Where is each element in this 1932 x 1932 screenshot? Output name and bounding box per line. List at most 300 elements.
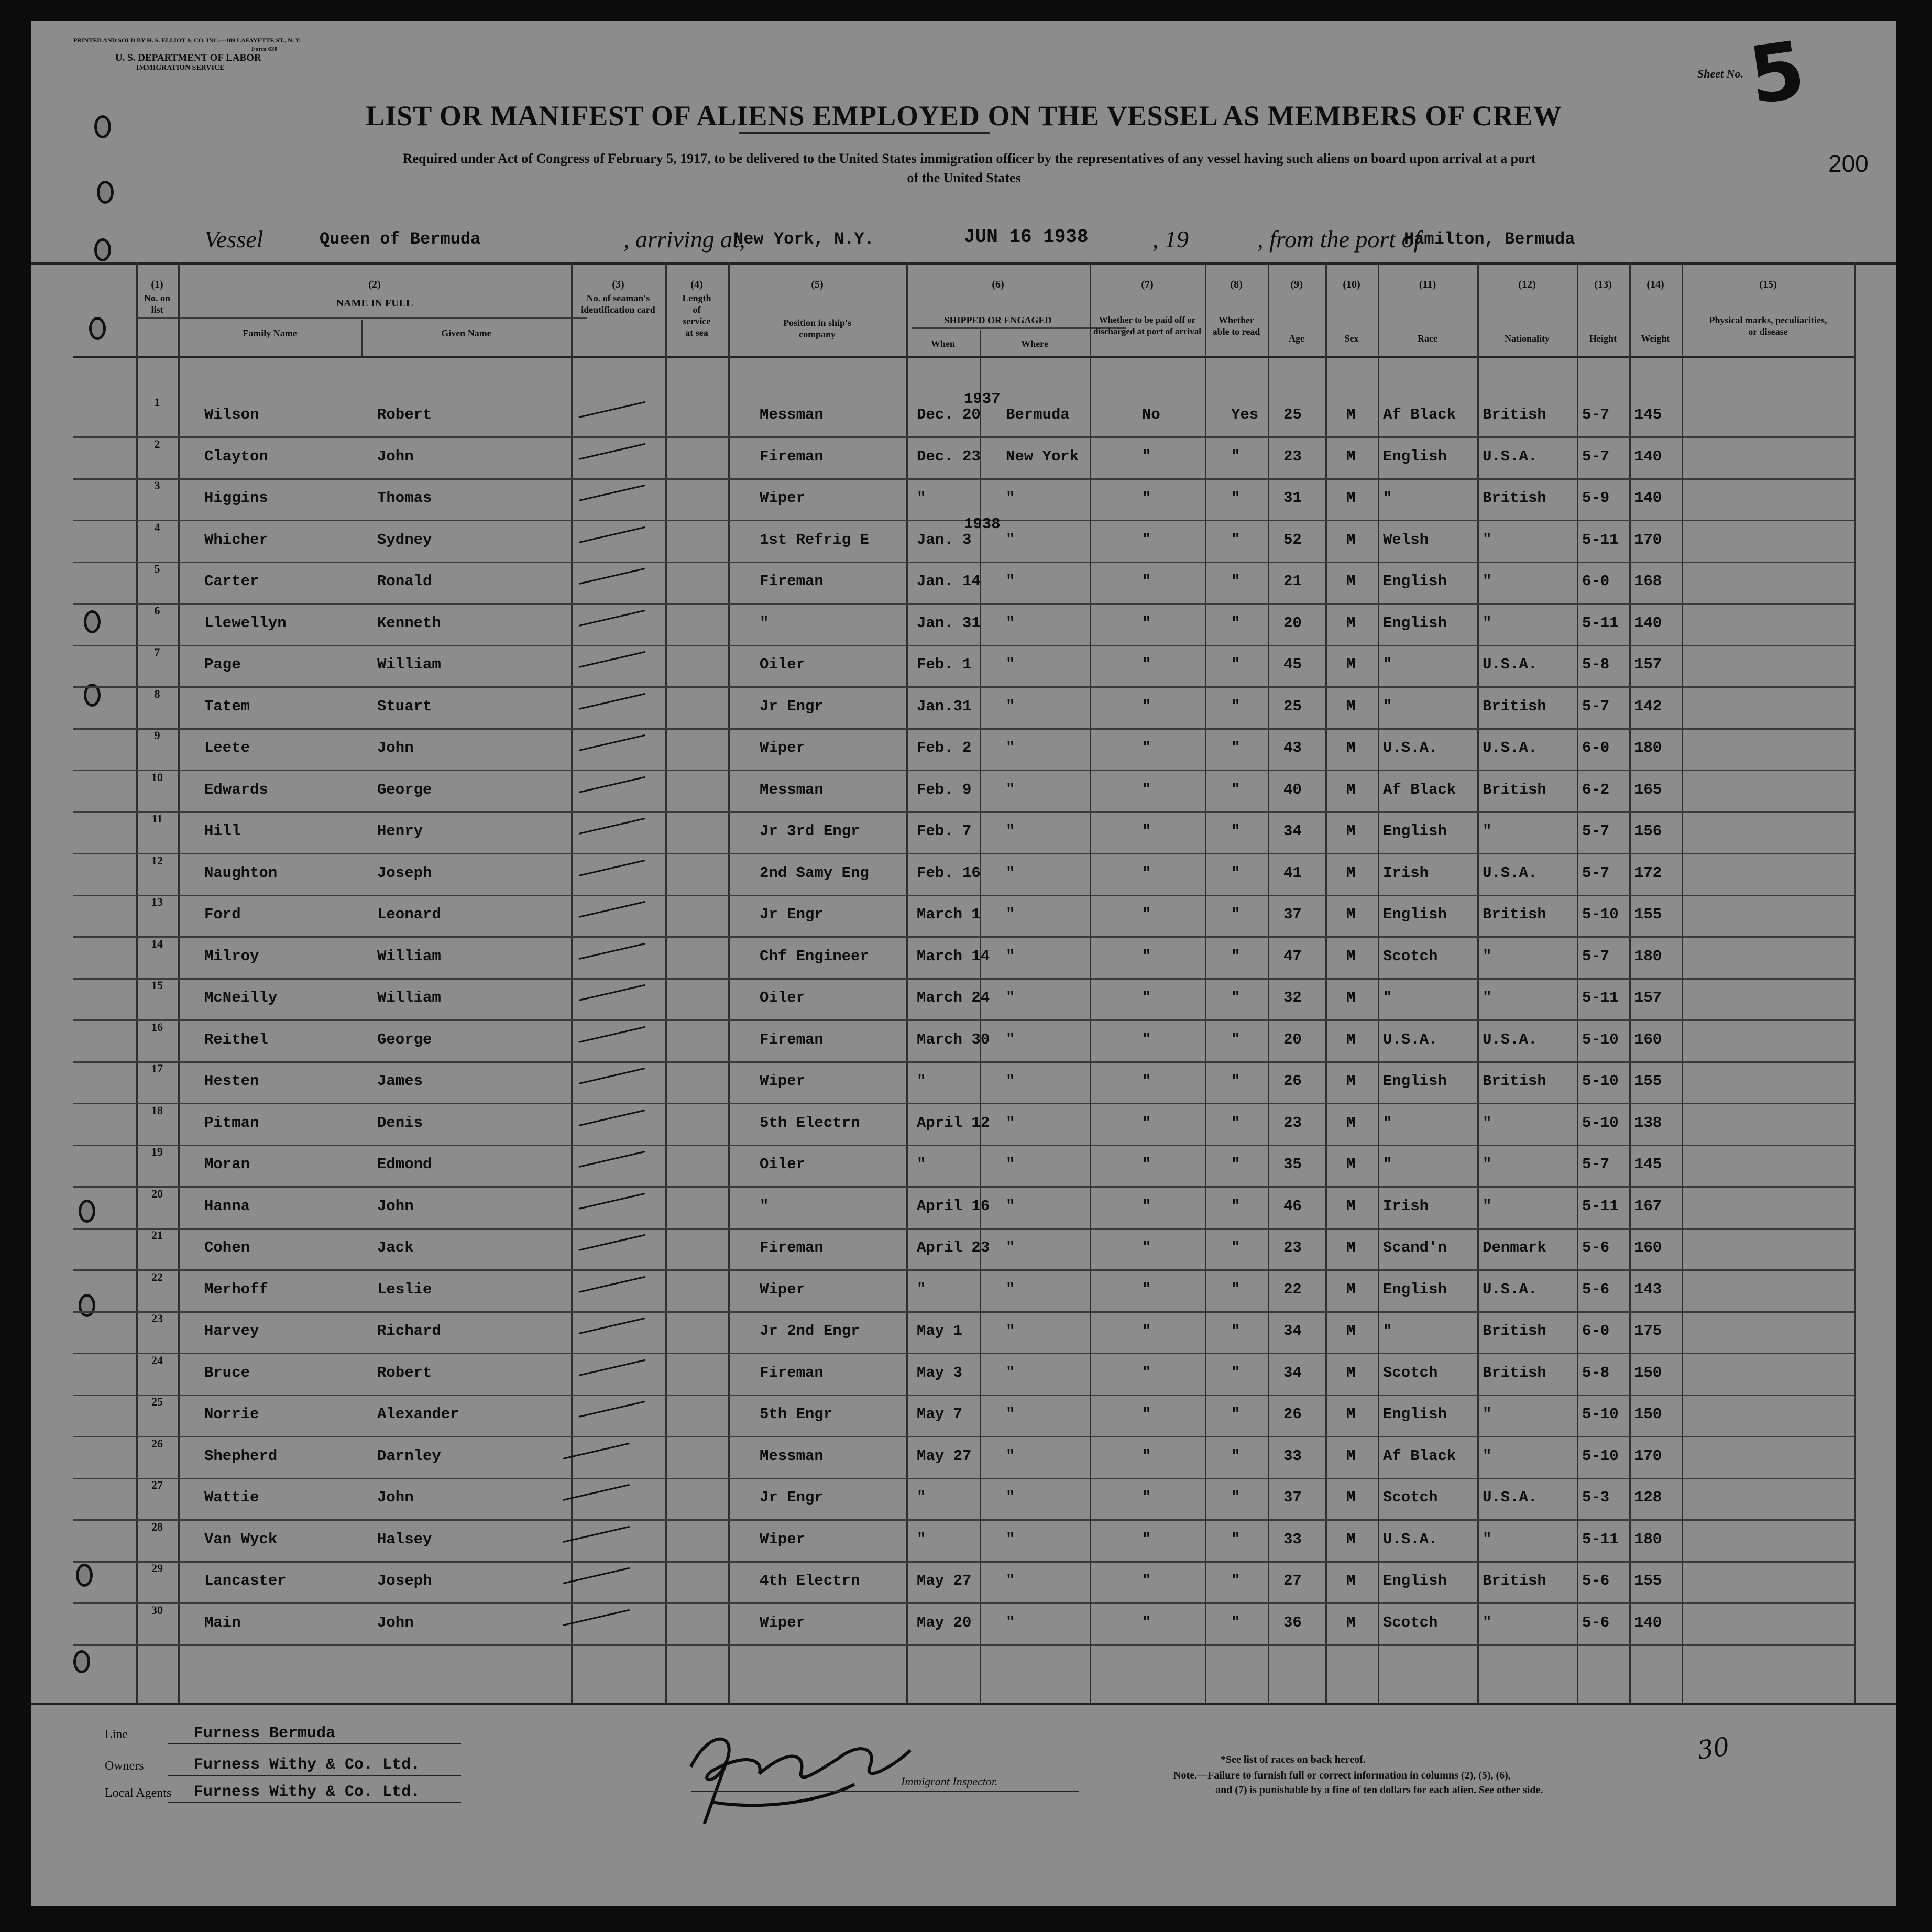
col-6a-header: When xyxy=(930,338,955,349)
cell-given: Kenneth xyxy=(377,614,441,632)
cell-paid: " xyxy=(1142,781,1151,798)
id-card-slash-mark xyxy=(579,651,645,668)
cell-age: 31 xyxy=(1283,489,1302,507)
cell-given: Edmond xyxy=(377,1156,432,1173)
cell-read: " xyxy=(1231,531,1241,548)
cell-read: " xyxy=(1231,989,1241,1006)
cell-age: 20 xyxy=(1283,1030,1302,1048)
cell-read: " xyxy=(1231,1489,1241,1506)
cell-weight: 155 xyxy=(1634,906,1662,923)
cell-race: Af Black xyxy=(1383,781,1456,798)
row-number: 9 xyxy=(154,729,160,742)
cell-nat: " xyxy=(1483,1406,1492,1423)
cell-read: " xyxy=(1231,697,1241,715)
cell-sex: M xyxy=(1346,864,1356,882)
cell-when: March 24 xyxy=(917,989,990,1006)
cell-read: " xyxy=(1231,947,1241,965)
cell-weight: 145 xyxy=(1634,406,1662,423)
cell-when: " xyxy=(917,1072,926,1090)
row-rule xyxy=(73,562,1854,563)
col-divider xyxy=(1854,262,1856,1703)
cell-when: May 27 xyxy=(917,1447,972,1465)
cell-read: " xyxy=(1231,1239,1241,1256)
id-card-slash-mark xyxy=(579,776,645,793)
year-annotation: 1938 xyxy=(964,515,1001,533)
cell-age: 33 xyxy=(1283,1530,1302,1548)
cell-position: Fireman xyxy=(760,447,824,465)
cell-age: 23 xyxy=(1283,1114,1302,1132)
row-number: 20 xyxy=(151,1187,163,1200)
row-number: 19 xyxy=(151,1145,163,1158)
cell-family: Moran xyxy=(204,1156,250,1173)
cell-paid: " xyxy=(1142,1613,1151,1631)
name-subheader-rule xyxy=(136,317,587,319)
row-rule xyxy=(73,1186,1854,1188)
col-8-header: Whether able to read xyxy=(1212,315,1260,337)
cell-weight: 172 xyxy=(1634,864,1662,882)
cell-nat: " xyxy=(1483,822,1492,840)
cell-where: " xyxy=(1006,739,1015,756)
cell-nat: U.S.A. xyxy=(1483,864,1538,882)
cell-race: U.S.A. xyxy=(1383,1030,1438,1048)
cell-race: English xyxy=(1383,573,1447,590)
cell-given: George xyxy=(377,781,432,798)
cell-height: 5-7 xyxy=(1582,864,1610,882)
row-rule xyxy=(73,811,1854,813)
owners-label: Owners xyxy=(105,1759,144,1773)
cell-family: Cohen xyxy=(204,1239,250,1256)
row-number: 7 xyxy=(154,645,160,658)
cell-weight: 140 xyxy=(1634,614,1662,632)
cell-weight: 160 xyxy=(1634,1030,1662,1048)
cell-height: 5-7 xyxy=(1582,406,1610,423)
col-6-number: (6) xyxy=(992,279,1004,290)
col-8-number: (8) xyxy=(1230,279,1243,290)
cell-weight: 150 xyxy=(1634,1364,1662,1381)
cell-position: 4th Electrn xyxy=(760,1572,860,1589)
cell-nat: " xyxy=(1483,1447,1492,1465)
table-bottom-rule xyxy=(31,1703,1896,1705)
cell-position: Oiler xyxy=(760,656,806,673)
id-card-slash-mark xyxy=(579,1276,645,1292)
row-rule xyxy=(73,1602,1854,1604)
cell-age: 46 xyxy=(1283,1197,1302,1215)
cell-family: Wilson xyxy=(204,406,259,423)
cell-age: 33 xyxy=(1283,1447,1302,1465)
cell-family: Whicher xyxy=(204,531,268,548)
cell-position: " xyxy=(760,614,769,632)
cell-height: 5-8 xyxy=(1582,1364,1610,1381)
cell-read: " xyxy=(1231,1197,1241,1215)
cell-where: " xyxy=(1006,864,1015,882)
cell-race: " xyxy=(1383,1114,1392,1132)
cell-race: English xyxy=(1383,906,1447,923)
cell-sex: M xyxy=(1346,1197,1356,1215)
col-14-number: (14) xyxy=(1646,279,1664,290)
cell-where: " xyxy=(1006,781,1015,798)
cell-race: English xyxy=(1383,447,1447,465)
cell-given: Richard xyxy=(377,1322,441,1340)
cell-when: Jan. 31 xyxy=(917,614,981,632)
cell-when: " xyxy=(917,1530,926,1548)
cell-weight: 168 xyxy=(1634,573,1662,590)
row-number: 23 xyxy=(151,1312,163,1325)
cell-nat: " xyxy=(1483,1613,1492,1631)
cell-height: 5-10 xyxy=(1582,1114,1619,1132)
cell-family: Hill xyxy=(204,822,241,840)
cell-given: James xyxy=(377,1072,423,1090)
cell-position: Fireman xyxy=(760,573,824,590)
id-card-slash-mark xyxy=(563,1567,630,1584)
row-rule xyxy=(73,1519,1854,1521)
cell-given: Leonard xyxy=(377,906,441,923)
cell-when: March 14 xyxy=(917,947,990,965)
cell-nat: British xyxy=(1483,489,1546,507)
cell-given: William xyxy=(377,989,441,1006)
col-12-number: (12) xyxy=(1518,279,1536,290)
cell-weight: 180 xyxy=(1634,947,1662,965)
cell-read: " xyxy=(1231,1447,1241,1465)
id-card-slash-mark xyxy=(579,984,645,1001)
cell-given: Joseph xyxy=(377,864,432,882)
cell-weight: 157 xyxy=(1634,656,1662,673)
row-number: 10 xyxy=(151,770,163,784)
row-number: 3 xyxy=(154,479,160,492)
cell-where: " xyxy=(1006,822,1015,840)
cell-sex: M xyxy=(1346,1613,1356,1631)
col-7-number: (7) xyxy=(1141,279,1154,290)
cell-paid: No xyxy=(1142,406,1160,423)
cell-family: McNeilly xyxy=(204,989,278,1006)
cell-race: English xyxy=(1383,1572,1447,1589)
cell-position: Fireman xyxy=(760,1239,824,1256)
cell-sex: M xyxy=(1346,573,1356,590)
cell-where: " xyxy=(1006,1156,1015,1173)
cell-sex: M xyxy=(1346,406,1356,423)
cell-when: May 1 xyxy=(917,1322,963,1340)
cell-sex: M xyxy=(1346,489,1356,507)
row-number: 8 xyxy=(154,687,160,700)
cell-given: William xyxy=(377,656,441,673)
cell-paid: " xyxy=(1142,489,1151,507)
cell-paid: " xyxy=(1142,864,1151,882)
cell-given: Thomas xyxy=(377,489,432,507)
cell-when: May 20 xyxy=(917,1613,972,1631)
agents-label: Local Agents xyxy=(105,1786,172,1800)
cell-age: 36 xyxy=(1283,1613,1302,1631)
cell-given: John xyxy=(377,1197,414,1215)
cell-read: " xyxy=(1231,447,1241,465)
cell-read: " xyxy=(1231,1406,1241,1423)
id-card-slash-mark xyxy=(579,693,645,709)
cell-age: 22 xyxy=(1283,1280,1302,1298)
cell-paid: " xyxy=(1142,1114,1151,1132)
cell-race: " xyxy=(1383,1322,1392,1340)
cell-read: " xyxy=(1231,1530,1241,1548)
cell-sex: M xyxy=(1346,1322,1356,1340)
cell-paid: " xyxy=(1142,447,1151,465)
cell-age: 40 xyxy=(1283,781,1302,798)
cell-where: " xyxy=(1006,1114,1015,1132)
id-card-slash-mark xyxy=(563,1442,630,1459)
cell-position: Jr 2nd Engr xyxy=(760,1322,860,1340)
cell-position: Fireman xyxy=(760,1364,824,1381)
cell-where: " xyxy=(1006,906,1015,923)
cell-paid: " xyxy=(1142,906,1151,923)
cell-paid: " xyxy=(1142,1364,1151,1381)
cell-age: 41 xyxy=(1283,864,1302,882)
col-3-header: No. of seaman's identification card xyxy=(581,293,655,315)
cell-read: " xyxy=(1231,1613,1241,1631)
cell-weight: 155 xyxy=(1634,1072,1662,1090)
cell-height: 5-11 xyxy=(1582,614,1619,632)
col-2-number: (2) xyxy=(368,279,381,290)
cell-weight: 145 xyxy=(1634,1156,1662,1173)
cell-position: Wiper xyxy=(760,1530,806,1548)
row-rule xyxy=(73,1269,1854,1271)
cell-when: " xyxy=(917,1156,926,1173)
cell-family: Tatem xyxy=(204,697,250,715)
col-14-header: Weight xyxy=(1641,333,1670,344)
cell-paid: " xyxy=(1142,1030,1151,1048)
cell-family: Hesten xyxy=(204,1072,259,1090)
cell-height: 5-6 xyxy=(1582,1239,1610,1256)
cell-family: Ford xyxy=(204,906,241,923)
cell-given: John xyxy=(377,1489,414,1506)
cell-age: 52 xyxy=(1283,531,1302,548)
row-number: 21 xyxy=(151,1228,163,1242)
page-number: 200 xyxy=(1828,150,1869,177)
form-number: Form 630 xyxy=(251,45,278,52)
cell-race: English xyxy=(1383,1280,1447,1298)
cell-when: Feb. 9 xyxy=(917,781,972,798)
cell-race: English xyxy=(1383,1072,1447,1090)
cell-family: Van Wyck xyxy=(204,1530,278,1548)
cell-race: English xyxy=(1383,614,1447,632)
row-number: 27 xyxy=(151,1478,163,1491)
cell-read: Yes xyxy=(1231,406,1259,423)
cell-when: Feb. 1 xyxy=(917,656,972,673)
cell-given: Halsey xyxy=(377,1530,432,1548)
cell-position: 5th Engr xyxy=(760,1406,833,1423)
cell-family: Page xyxy=(204,656,241,673)
cell-when: April 12 xyxy=(917,1114,990,1132)
id-card-slash-mark xyxy=(579,526,645,543)
cell-sex: M xyxy=(1346,1072,1356,1090)
cell-race: U.S.A. xyxy=(1383,1530,1438,1548)
cell-where: " xyxy=(1006,1239,1015,1256)
cell-read: " xyxy=(1231,489,1241,507)
cell-position: Fireman xyxy=(760,1030,824,1048)
cell-when: Feb. 7 xyxy=(917,822,972,840)
cell-where: Bermuda xyxy=(1006,406,1070,423)
cell-where: " xyxy=(1006,531,1015,548)
cell-given: John xyxy=(377,739,414,756)
cell-given: William xyxy=(377,947,441,965)
arriving-port: New York, N.Y. xyxy=(733,229,874,249)
inspector-label: Immigrant Inspector. xyxy=(901,1775,998,1788)
cell-weight: 156 xyxy=(1634,822,1662,840)
id-card-slash-mark xyxy=(579,734,645,751)
cell-given: Jack xyxy=(377,1239,414,1256)
cell-read: " xyxy=(1231,1156,1241,1173)
cell-race: Irish xyxy=(1383,864,1429,882)
cell-position: Wiper xyxy=(760,739,806,756)
cell-age: 25 xyxy=(1283,697,1302,715)
row-rule xyxy=(73,1145,1854,1146)
title-rule xyxy=(739,132,990,134)
cell-position: Messman xyxy=(760,781,824,798)
cell-when: " xyxy=(917,489,926,507)
cell-where: " xyxy=(1006,1197,1015,1215)
row-number: 13 xyxy=(151,895,163,908)
cell-weight: 157 xyxy=(1634,989,1662,1006)
row-number: 30 xyxy=(151,1603,163,1617)
row-number: 28 xyxy=(151,1520,163,1533)
cell-paid: " xyxy=(1142,614,1151,632)
cell-nat: British xyxy=(1483,1364,1546,1381)
row-number: 1 xyxy=(154,396,160,409)
cell-where: " xyxy=(1006,489,1015,507)
cell-position: Oiler xyxy=(760,989,806,1006)
cell-race: " xyxy=(1383,697,1392,715)
cell-age: 32 xyxy=(1283,989,1302,1006)
cell-family: Naughton xyxy=(204,864,278,882)
cell-nat: British xyxy=(1483,406,1546,423)
cell-nat: U.S.A. xyxy=(1483,1489,1538,1506)
cell-age: 35 xyxy=(1283,1156,1302,1173)
arrival-date-stamp: JUN 16 1938 xyxy=(964,226,1089,248)
cell-read: " xyxy=(1231,1572,1241,1589)
col-1-number: (1) xyxy=(151,279,163,290)
row-number: 4 xyxy=(154,520,160,534)
id-card-slash-mark xyxy=(579,1068,645,1084)
cell-weight: 160 xyxy=(1634,1239,1662,1256)
cell-height: 6-0 xyxy=(1582,739,1610,756)
row-number: 15 xyxy=(151,979,163,992)
cell-age: 27 xyxy=(1283,1572,1302,1589)
cell-where: " xyxy=(1006,1322,1015,1340)
cell-when: Dec. 23 xyxy=(917,447,981,465)
cell-race: U.S.A. xyxy=(1383,739,1438,756)
col-6b-header: Where xyxy=(1021,338,1048,349)
col-15-header: Physical marks, peculiarities, or disease xyxy=(1709,315,1827,337)
col-13-number: (13) xyxy=(1594,279,1612,290)
cell-height: 5-11 xyxy=(1582,1197,1619,1215)
col-15-number: (15) xyxy=(1759,279,1777,290)
row-rule xyxy=(73,1561,1854,1563)
cell-family: Milroy xyxy=(204,947,259,965)
cell-nat: British xyxy=(1483,1572,1546,1589)
cell-height: 5-7 xyxy=(1582,447,1610,465)
cell-family: Hanna xyxy=(204,1197,250,1215)
cell-family: Carter xyxy=(204,573,259,590)
cell-when: May 3 xyxy=(917,1364,963,1381)
cell-paid: " xyxy=(1142,947,1151,965)
cell-height: 5-11 xyxy=(1582,1530,1619,1548)
col-2a-header: Family Name xyxy=(243,328,297,338)
col-1-header: No. on list xyxy=(144,293,170,315)
cell-when: Feb. 2 xyxy=(917,739,972,756)
cell-when: Jan. 3 xyxy=(917,531,972,548)
cell-nat: " xyxy=(1483,1114,1492,1132)
cell-given: John xyxy=(377,447,414,465)
cell-given: Sydney xyxy=(377,531,432,548)
cell-where: " xyxy=(1006,989,1015,1006)
cell-paid: " xyxy=(1142,822,1151,840)
cell-sex: M xyxy=(1346,1447,1356,1465)
cell-position: 5th Electrn xyxy=(760,1114,860,1132)
col-3-number: (3) xyxy=(612,279,624,290)
cell-read: " xyxy=(1231,614,1241,632)
cell-given: Ronald xyxy=(377,573,432,590)
cell-position: Wiper xyxy=(760,1072,806,1090)
cell-paid: " xyxy=(1142,1239,1151,1256)
cell-paid: " xyxy=(1142,989,1151,1006)
col-2b-header: Given Name xyxy=(441,328,491,338)
cell-weight: 170 xyxy=(1634,531,1662,548)
id-card-slash-mark xyxy=(579,1359,645,1376)
vessel-name: Queen of Bermuda xyxy=(320,229,481,249)
cell-where: " xyxy=(1006,1447,1015,1465)
cell-weight: 150 xyxy=(1634,1406,1662,1423)
cell-paid: " xyxy=(1142,1406,1151,1423)
cell-height: 5-7 xyxy=(1582,947,1610,965)
cell-height: 5-8 xyxy=(1582,656,1610,673)
cell-sex: M xyxy=(1346,1114,1356,1132)
id-card-slash-mark xyxy=(579,1318,645,1334)
cell-age: 43 xyxy=(1283,739,1302,756)
cell-weight: 155 xyxy=(1634,1572,1662,1589)
cell-height: 5-10 xyxy=(1582,906,1619,923)
cell-age: 34 xyxy=(1283,822,1302,840)
agents-value: Furness Withy & Co. Ltd. xyxy=(194,1783,421,1801)
cell-height: 5-10 xyxy=(1582,1072,1619,1090)
cell-nat: British xyxy=(1483,697,1546,715)
cell-height: 5-10 xyxy=(1582,1406,1619,1423)
cell-sex: M xyxy=(1346,947,1356,965)
id-card-slash-mark xyxy=(579,1151,645,1168)
cell-sex: M xyxy=(1346,822,1356,840)
row-number: 2 xyxy=(154,437,160,451)
cell-when: April 23 xyxy=(917,1239,990,1256)
col-10-number: (10) xyxy=(1343,279,1360,290)
col-2-header: NAME IN FULL xyxy=(336,298,413,309)
cell-weight: 138 xyxy=(1634,1114,1662,1132)
cell-given: Alexander xyxy=(377,1406,459,1423)
cell-family: Wattie xyxy=(204,1489,259,1506)
row-rule xyxy=(73,478,1854,480)
races-note: *See list of races on back hereof. xyxy=(1221,1754,1366,1765)
cell-family: Harvey xyxy=(204,1322,259,1340)
id-card-slash-mark xyxy=(579,568,645,585)
row-rule xyxy=(73,686,1854,688)
id-card-slash-mark xyxy=(579,1026,645,1042)
cell-height: 5-7 xyxy=(1582,697,1610,715)
row-number: 6 xyxy=(154,603,160,617)
cell-position: 1st Refrig E xyxy=(760,531,869,548)
cell-when: Feb. 16 xyxy=(917,864,981,882)
cell-age: 37 xyxy=(1283,906,1302,923)
cell-age: 34 xyxy=(1283,1322,1302,1340)
cell-height: 5-7 xyxy=(1582,822,1610,840)
cell-paid: " xyxy=(1142,1072,1151,1090)
col-9-header: Age xyxy=(1289,333,1304,344)
cell-when: " xyxy=(917,1489,926,1506)
cell-position: Oiler xyxy=(760,1156,806,1173)
from-port-label: , from the port of xyxy=(1257,226,1421,253)
penalty-note-2: and (7) is punishable by a fine of ten dollars for each alien. See other side. xyxy=(1215,1784,1543,1796)
